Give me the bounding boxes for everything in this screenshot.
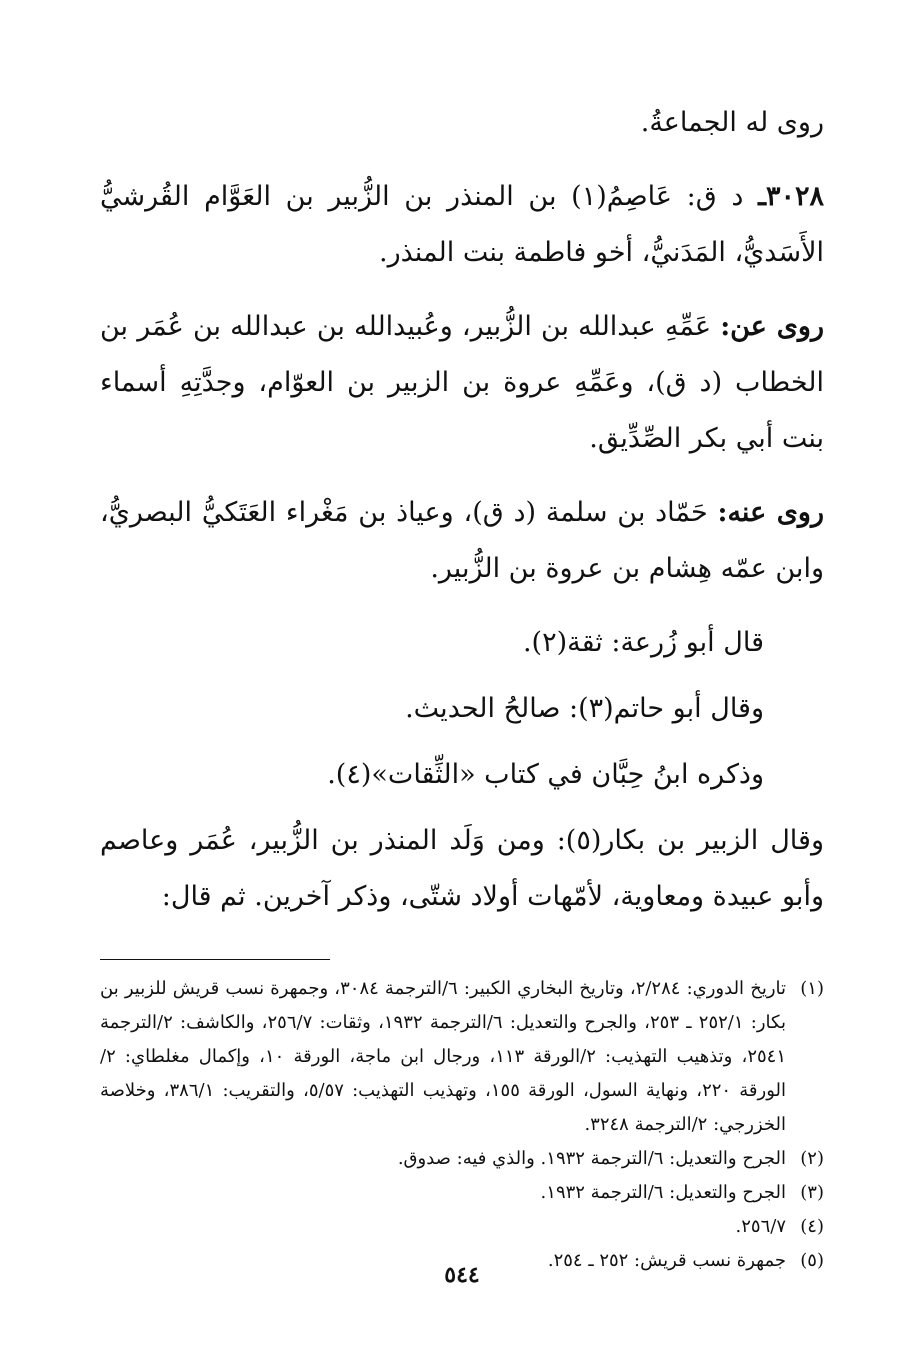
paragraph-closing-line bbox=[100, 95, 824, 151]
footnote-text: الجرح والتعديل: ٦/الترجمة ١٩٣٢. bbox=[540, 1182, 786, 1203]
footnotes bbox=[100, 972, 824, 1278]
narrated-from-text: عَمِّهِ عبدالله بن الزُّبير، وعُبيدالله بن عبدالله بن عُمَر بن الخطاب (د ق)، وعَمِّهِ عروة بن الزبير بن العوّام، وجدَّتِهِ أسماء بنت أبي بكر الصِّدِّيق. bbox=[100, 311, 824, 454]
footnote-item bbox=[100, 1176, 824, 1210]
zubair-paragraph: وقال الزبير بن بكار(٥): ومن وَلَد المنذر بن الزُّبير، عُمَر وعاصم وأبو عبيدة ومعاوية، لأمّهات أولاد شتّى، وذكر آخرين. ثم قال: bbox=[100, 825, 824, 912]
footnote-number: (٢) bbox=[800, 1148, 824, 1169]
ibn-hibban-line: وذكره ابنُ حِبَّان في كتاب «الثِّقات»(٤). bbox=[327, 759, 764, 790]
footnote-text: الجرح والتعديل: ٦/الترجمة ١٩٣٢. والذي فيه: صدوق. bbox=[397, 1148, 786, 1169]
main-text bbox=[100, 95, 824, 925]
footnote-text: جمهرة نسب قريش: ٢٥٢ ـ ٢٥٤. bbox=[547, 1250, 786, 1271]
footnote-number: (٣) bbox=[800, 1182, 824, 1203]
footnote-number: (٤) bbox=[800, 1216, 824, 1237]
abu-zura-line: قال أبو زُرعة: ثقة(٢). bbox=[522, 627, 764, 658]
footnote-text: ٢٥٦/٧. bbox=[735, 1216, 786, 1237]
entry-number: ٣٠٢٨ـ bbox=[758, 181, 825, 212]
footnote-item bbox=[100, 972, 824, 1142]
narrated-by-paragraph bbox=[100, 485, 824, 597]
narrated-by-label: روى عنه: bbox=[717, 497, 825, 528]
closing-text: روى له الجماعةُ. bbox=[640, 107, 824, 138]
entry-text: د ق: عَاصِمُ(١) بن المنذر بن الزُّبير بن العَوَّام القُرشيُّ الأَسَديُّ، المَدَنيُّ، أخو فاطمة بنت المنذر. bbox=[100, 181, 824, 268]
narrated-by-text: حَمّاد بن سلمة (د ق)، وعياذ بن مَغْراء العَتَكيُّ البصريُّ، وابن عمّه هِشام بن عروة بن الزُّبير. bbox=[100, 497, 824, 584]
footnote-item bbox=[100, 1210, 824, 1244]
footnote-number: (١) bbox=[800, 978, 824, 999]
narrated-from-paragraph bbox=[100, 299, 824, 467]
narrated-from-label: روى عن: bbox=[720, 311, 824, 342]
footnote-text: تاريخ الدوري: ٢/٢٨٤، وتاريخ البخاري الكبير: ٦/الترجمة ٣٠٨٤، وجمهرة نسب قريش للزبير بن بكار: ٢٥٢/١ ـ ٢٥٣، والجرح والتعديل: ٦/الترجمة ١٩٣٢، وثقات: ٢٥٦/٧، والكاشف: ٢/الترجمة ٢٥٤١، وتذهيب التهذيب: ٢/الورقة ١١٣، ورجال ابن ماجة، الورقة ١٠، وإكمال مغلطاي: ٢/الورقة ٢٢٠، ونهاية السول، الورقة ١٥٥، وتهذيب التهذيب: ٥/٥٧، والتقريب: ٣٨٦/١، وخلاصة الخزرجي: ٢/الترجمة ٣٢٤٨. bbox=[100, 978, 787, 1135]
entry-heading bbox=[100, 169, 824, 281]
page-number: ٥٤٤ bbox=[444, 1262, 480, 1288]
footnote-number: (٥) bbox=[800, 1250, 824, 1271]
footnote-divider bbox=[100, 959, 330, 960]
footnote-item bbox=[100, 1142, 824, 1176]
abu-hatim-line: وقال أبو حاتم(٣): صالحُ الحديث. bbox=[405, 693, 764, 724]
